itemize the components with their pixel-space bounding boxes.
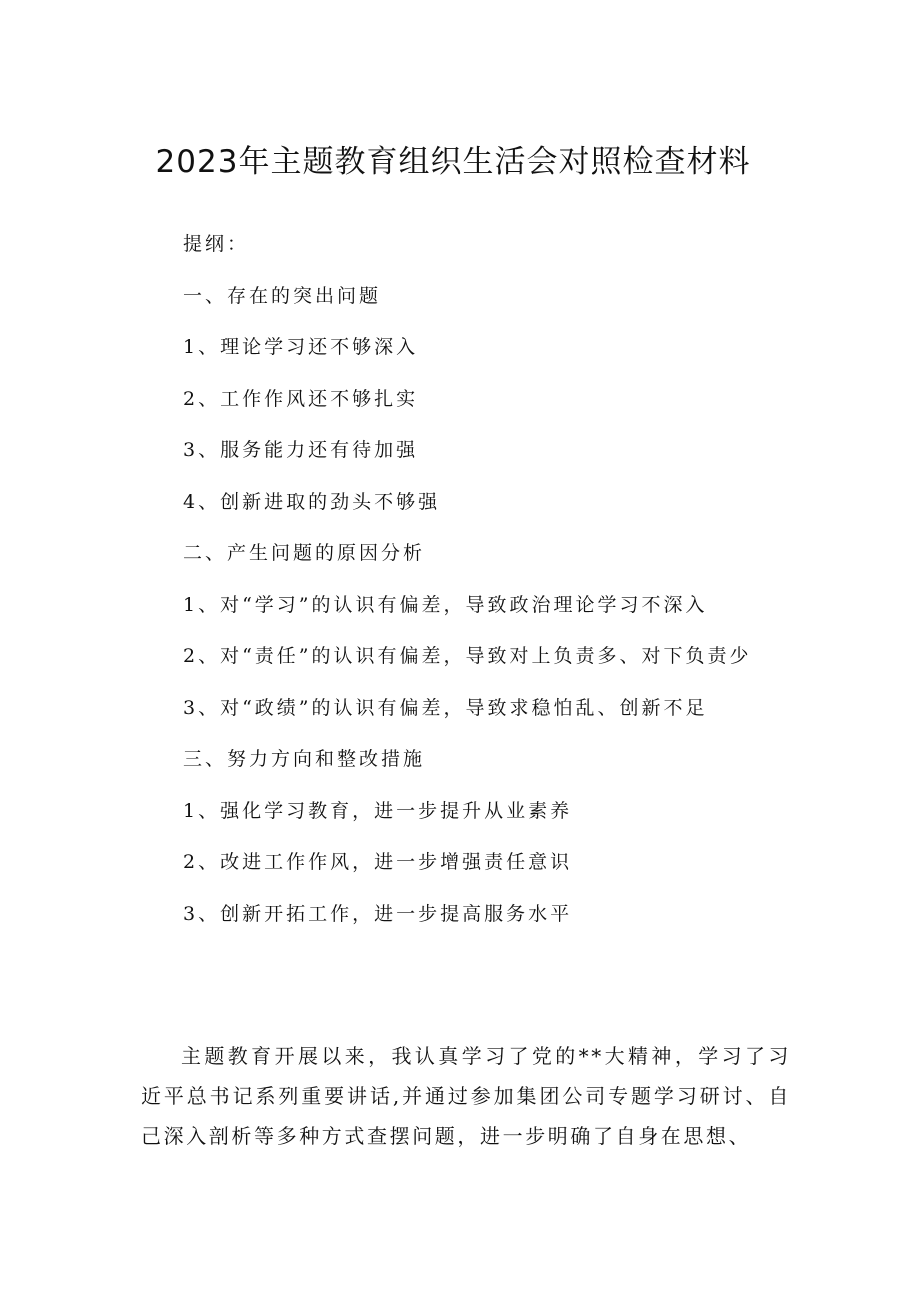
- outline-list: [183, 228, 752, 949]
- outline-item: 2、改进工作作风，进一步增强责任意识: [183, 851, 573, 873]
- outline-section-3: 三、努力方向和整改措施: [183, 748, 426, 770]
- outline-section-2: 二、产生问题的原因分析: [183, 542, 426, 564]
- outline-item: 3、对“政绩”的认识有偏差，导致求稳怕乱、创新不足: [183, 696, 708, 719]
- outline-section-1: 一、存在的突出问题: [183, 284, 382, 307]
- outline-item: 1、理论学习还不够深入: [183, 336, 419, 358]
- outline-heading: 提纲：: [183, 233, 250, 255]
- body-paragraph: 主题教育开展以来，我认真学习了党的**大精神，学习了习近平总书记系列重要讲话,并通过参加集团公司专题学习研讨、自己深入剖析等多种方式查摆问题，进一步明确了自身在思想、: [141, 1044, 791, 1148]
- outline-item: 2、对“责任”的认识有偏差，导致对上负责多、对下负责少: [183, 645, 752, 667]
- outline-item: 3、创新开拓工作，进一步提高服务水平: [183, 902, 573, 925]
- outline-item: 4、创新进取的劲头不够强: [183, 490, 441, 513]
- outline-item: 2、工作作风还不够扎实: [183, 387, 419, 410]
- outline-item: 1、对“学习”的认识有偏差，导致政治理论学习不深入: [183, 593, 708, 616]
- document-title: 2023年主题教育组织生活会对照检查材料: [155, 144, 751, 180]
- outline-item: 3、服务能力还有待加强: [183, 439, 419, 461]
- outline-item: 1、强化学习教育，进一步提升从业素养: [183, 799, 573, 822]
